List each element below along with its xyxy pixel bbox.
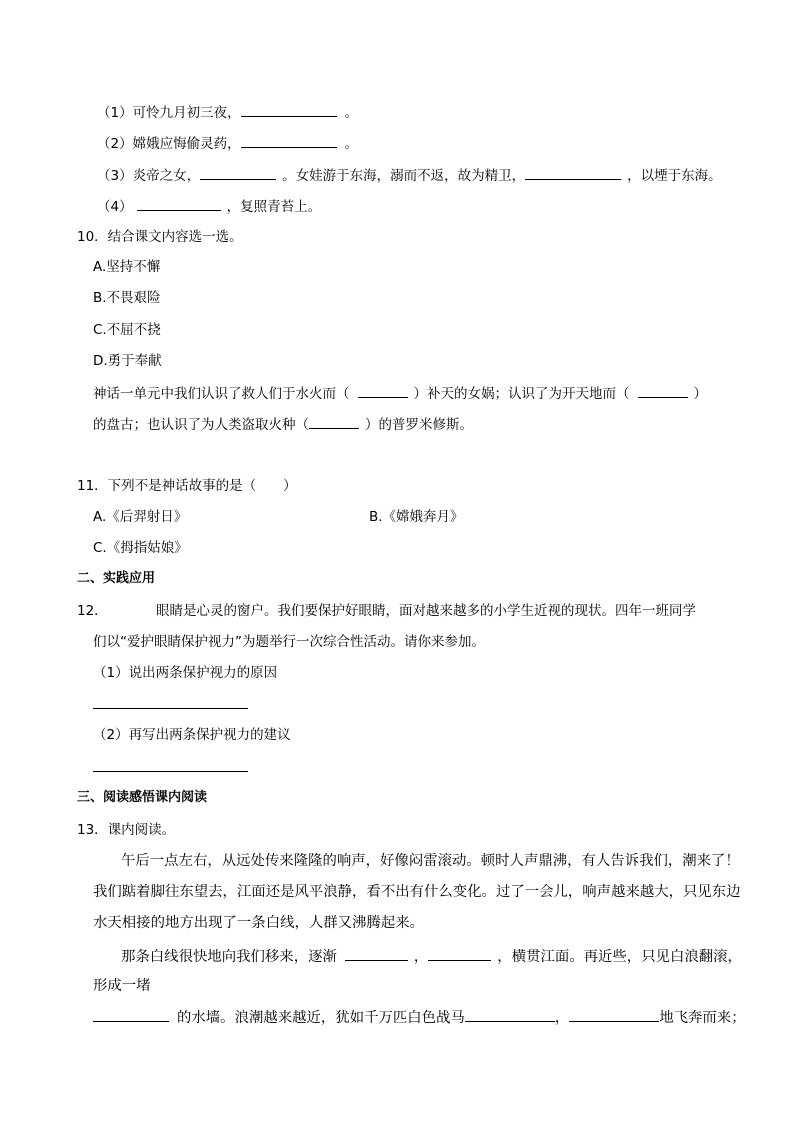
q10-option-a: A.坚持不懈 bbox=[93, 259, 161, 275]
q12-answer-line-1[interactable] bbox=[93, 708, 248, 709]
q9-item3-mid: 。女娃游于东海，溺而不返，故为精卫， bbox=[282, 168, 526, 184]
q13-p2-l3-a: 的水墙。浪潮越来越近，犹如千万匹白色战马 bbox=[177, 1010, 465, 1026]
q10-line2-a: 的盘古；也认识了为人类盗取火种（ bbox=[93, 417, 309, 433]
q13-p2-l3-c: 地飞奔而来； bbox=[659, 1010, 746, 1026]
q10-option-d: D.勇于奉献 bbox=[93, 353, 162, 369]
q9-item4 bbox=[97, 196, 321, 216]
q12-stem-line2: 们以“爱护眼睛保护视力”为题举行一次综合性活动。请你来参加。 bbox=[93, 634, 485, 650]
q9-item1-text: （1）可怜九月初三夜， bbox=[97, 105, 241, 121]
q9-item2-text: （2）嫦娥应悔偷灵药， bbox=[97, 136, 241, 152]
q11-option-b[interactable]: B.《嫦娥奔月》 bbox=[369, 509, 464, 525]
q9-item2 bbox=[97, 133, 358, 153]
answer-blank[interactable] bbox=[569, 1007, 659, 1022]
q13-passage-p2-line3 bbox=[93, 1007, 746, 1027]
section-title-reading: 三、阅读感悟课内阅读 bbox=[77, 790, 208, 805]
q10-fill-line2 bbox=[93, 414, 473, 434]
q11-option-c[interactable]: C.《拇指姑娘》 bbox=[93, 540, 188, 556]
q13-passage-p2-line1 bbox=[121, 946, 742, 966]
q13-passage-p1-line3: 水天相接的地方出现了一条白线，人群又沸腾起来。 bbox=[93, 915, 424, 931]
answer-blank[interactable] bbox=[241, 133, 337, 148]
q11-stem: 11．下列不是神话故事的是（ ） bbox=[77, 478, 297, 494]
q9-item4-end: ，复照青苔上。 bbox=[226, 199, 322, 215]
q12-number: 12． bbox=[77, 603, 108, 619]
q12-sub2: （2）再写出两条保护视力的建议 bbox=[93, 727, 291, 743]
q13-p2-l1-c: ，横贯江面。再近些，只见白浪翻滚， bbox=[497, 949, 742, 965]
answer-blank[interactable] bbox=[465, 1007, 555, 1022]
q12-sub1: （1）说出两条保护视力的原因 bbox=[93, 665, 278, 681]
answer-blank[interactable] bbox=[345, 946, 408, 961]
q9-item1 bbox=[97, 102, 358, 122]
q10-stem: 10．结合课文内容选一选。 bbox=[77, 229, 243, 245]
q13-p2-l3-b: ， bbox=[554, 1010, 570, 1026]
q11-option-a[interactable]: A.《后羿射日》 bbox=[93, 509, 188, 525]
q9-item3-end: ，以堙于东海。 bbox=[627, 168, 722, 184]
q9-item3-text: （3）炎帝之女， bbox=[97, 168, 201, 184]
q13-p2-l1-a: 那条白线很快地向我们移来，逐渐 bbox=[121, 949, 337, 965]
answer-blank[interactable] bbox=[358, 383, 408, 398]
answer-blank[interactable] bbox=[93, 1007, 169, 1022]
section-title-practice: 二、实践应用 bbox=[77, 571, 156, 586]
q12-stem-line1: 眼睛是心灵的窗户。我们要保护好眼睛，面对越来越多的小学生近视的现状。四年一班同学 bbox=[156, 603, 696, 619]
q13-p2-l1-b: ， bbox=[413, 949, 429, 965]
q10-line1-c: ） bbox=[693, 386, 707, 402]
answer-blank[interactable] bbox=[525, 165, 621, 180]
q9-item4-text: （4） bbox=[97, 199, 133, 215]
q9-item2-end: 。 bbox=[344, 136, 359, 152]
q10-option-b: B.不畏艰险 bbox=[93, 290, 161, 306]
q9-item1-end: 。 bbox=[344, 105, 359, 121]
answer-blank[interactable] bbox=[638, 383, 688, 398]
answer-blank[interactable] bbox=[137, 196, 221, 211]
q10-option-c: C.不屈不挠 bbox=[93, 322, 161, 338]
q10-line1-b: ）补天的女娲；认识了为开天地而（ bbox=[413, 386, 630, 402]
q10-line1-a: 神话一单元中我们认识了救人们于水火而（ bbox=[93, 386, 350, 402]
q13-passage-p2-line2: 形成一堵 bbox=[93, 978, 151, 994]
answer-blank[interactable] bbox=[309, 414, 359, 429]
q13-stem: 13．课内阅读。 bbox=[77, 822, 176, 838]
q12-answer-line-2[interactable] bbox=[93, 771, 248, 772]
answer-blank[interactable] bbox=[241, 102, 337, 117]
answer-blank[interactable] bbox=[200, 165, 276, 180]
q13-passage-p1-line2: 我们踮着脚往东望去，江面还是风平浪静，看不出有什么变化。过了一会儿，响声越来越大，只见东边 bbox=[93, 884, 741, 900]
answer-blank[interactable] bbox=[428, 946, 491, 961]
q9-item3 bbox=[97, 165, 722, 185]
q13-passage-p1-line1: 午后一点左右，从远处传来隆隆的响声，好像闷雷滚动。顿时人声鼎沸，有人告诉我们，潮来了！ bbox=[121, 853, 740, 869]
q10-line2-b: ）的普罗米修斯。 bbox=[365, 417, 473, 433]
q10-fill-line1 bbox=[93, 383, 707, 403]
